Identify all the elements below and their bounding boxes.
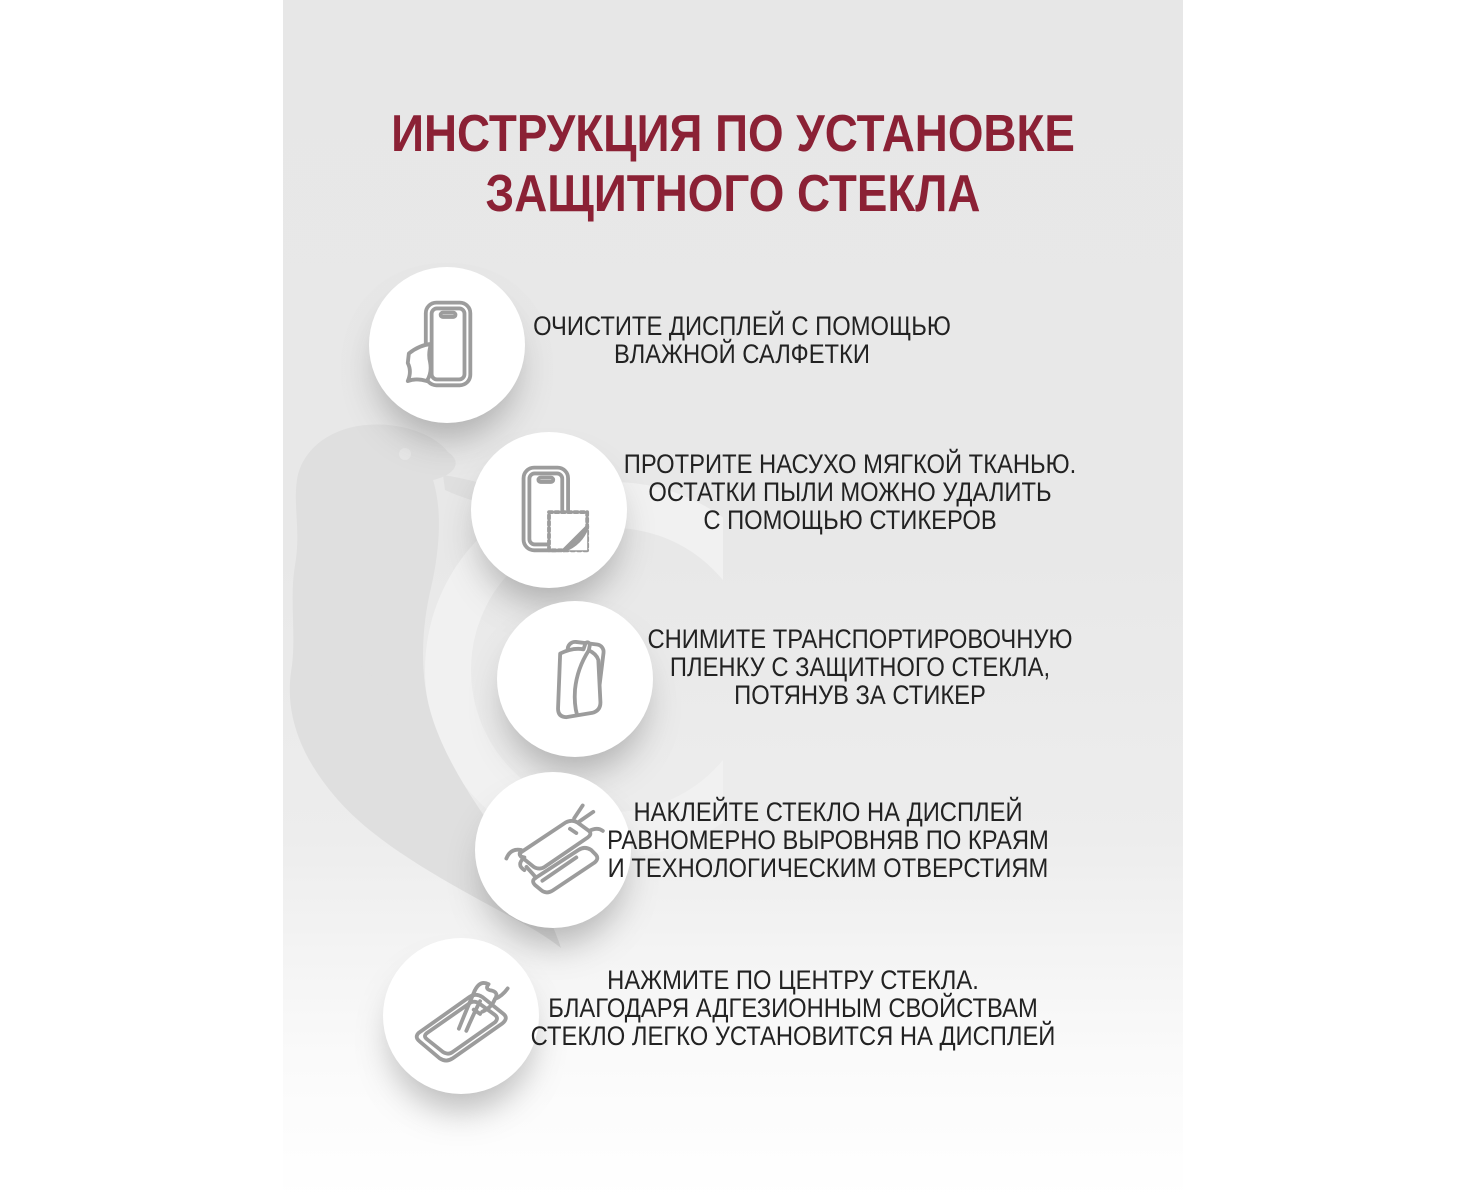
press-glass-center-icon [408, 963, 514, 1069]
step-3-line: СНИМИТЕ ТРАНСПОРТИРОВОЧНУЮ [647, 624, 1073, 654]
step-2-line: ПРОТРИТЕ НАСУХО МЯГКОЙ ТКАНЬЮ. [623, 449, 1077, 479]
step-4-text [546, 798, 1109, 882]
step-4-line: И ТЕХНОЛОГИЧЕСКИМ ОТВЕРСТИЯМ [607, 853, 1049, 883]
step-5-text [511, 966, 1074, 1050]
page-title [337, 104, 1129, 224]
step-3-line: ПОТЯНУВ ЗА СТИКЕР [734, 680, 986, 710]
step-3-line: ПЛЕНКУ С ЗАЩИТНОГО СТЕКЛА, [669, 652, 1051, 682]
step-4-line: НАКЛЕЙТЕ СТЕКЛО НА ДИСПЛЕЙ [633, 797, 1023, 827]
step-5-line: НАЖМИТЕ ПО ЦЕНТРУ СТЕКЛА. [607, 965, 979, 995]
page-title-line2: ЗАЩИТНОГО СТЕКЛА [485, 165, 981, 223]
step-4-line: РАВНОМЕРНО ВЫРОВНЯВ ПО КРАЯМ [607, 825, 1049, 855]
step-1-text [460, 312, 1023, 368]
page-title-line1: ИНСТРУКЦИЯ ПО УСТАНОВКЕ [391, 105, 1075, 163]
step-2-line: ОСТАТКИ ПЫЛИ МОЖНО УДАЛИТЬ [648, 477, 1052, 507]
step-2-line: С ПОМОЩЬЮ СТИКЕРОВ [703, 505, 997, 535]
step-5-line: БЛАГОДАРЯ АДГЕЗИОННЫМ СВОЙСТВАМ [548, 993, 1038, 1023]
step-2-text [568, 450, 1131, 534]
step-5-line: СТЕКЛО ЛЕГКО УСТАНОВИТСЯ НА ДИСПЛЕЙ [530, 1021, 1056, 1051]
step-3-text [578, 625, 1141, 709]
step-1-line: ОЧИСТИТЕ ДИСПЛЕЙ С ПОМОЩЬЮ [533, 311, 951, 341]
instruction-card [283, 0, 1183, 1200]
step-1-line: ВЛАЖНОЙ САЛФЕТКИ [614, 339, 870, 369]
